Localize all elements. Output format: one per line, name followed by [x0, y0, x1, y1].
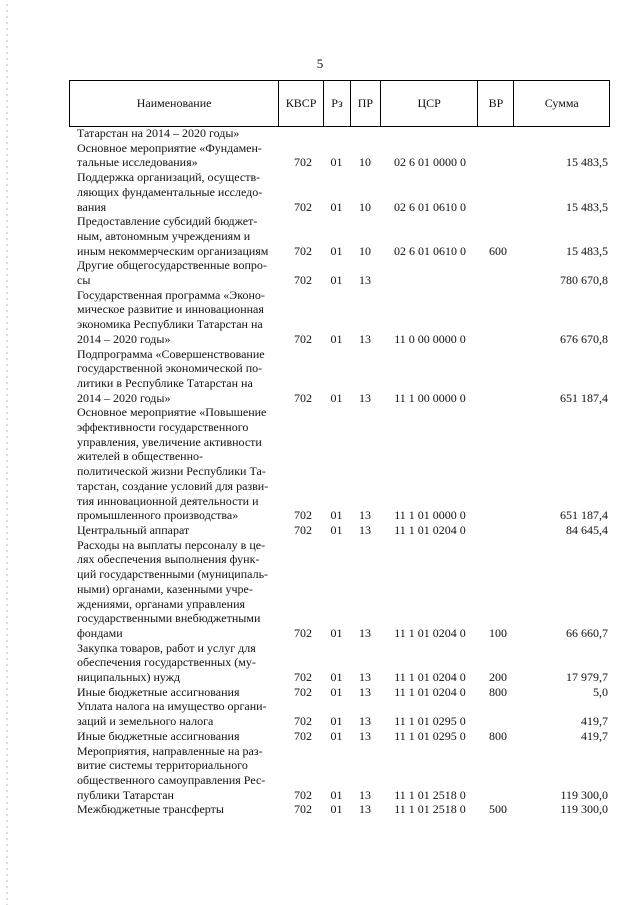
row-rz: 01	[330, 522, 343, 537]
row-pr: 13	[359, 787, 371, 802]
row-kvsr: 702	[294, 684, 312, 699]
row-kvsr: 702	[294, 787, 312, 802]
row-csr: 11 1 01 0295 0	[394, 728, 466, 743]
row-name	[69, 126, 283, 141]
row-name	[69, 538, 283, 641]
row-csr: 11 1 01 0295 0	[394, 714, 466, 729]
row-rz: 01	[330, 787, 343, 802]
row-sum: 15 483,5	[566, 155, 608, 170]
row-name	[69, 405, 283, 523]
row-sum: 676 670,8	[560, 331, 608, 346]
row-name-line: вания	[77, 199, 107, 214]
row-pr: 13	[359, 670, 371, 685]
row-vr: 100	[489, 625, 507, 640]
row-name	[69, 744, 283, 803]
table-header	[69, 80, 610, 127]
header-vr: ВР	[478, 81, 514, 126]
row-name-line: Государственная программа «Эконо-	[77, 287, 265, 302]
row-name	[69, 141, 283, 170]
row-name-line: Межбюджетные трансферты	[77, 802, 224, 817]
row-rz: 01	[330, 670, 343, 685]
table-row	[69, 538, 610, 641]
row-name-line: 2014 – 2020 годы»	[77, 331, 171, 346]
row-pr: 13	[359, 684, 371, 699]
row-name-line: тарстан, создание условий для разви-	[77, 478, 269, 493]
row-name-line: публики Татарстан	[77, 787, 174, 802]
row-name-line: государственными внебюджетными	[77, 611, 261, 626]
table-row	[69, 288, 610, 347]
row-name	[69, 641, 283, 685]
row-kvsr: 702	[294, 508, 312, 523]
row-sum: 651 187,4	[560, 390, 608, 405]
row-kvsr: 702	[294, 625, 312, 640]
row-name-line: эффективности государственного	[77, 420, 249, 435]
row-name-line: мическое развитие и инновационная	[77, 302, 264, 317]
row-name-line: жителей в общественно-	[77, 449, 203, 464]
row-rz: 01	[330, 331, 343, 346]
table-row	[69, 729, 610, 744]
row-sum: 119 300,0	[560, 787, 608, 802]
row-kvsr: 702	[294, 155, 312, 170]
row-csr: 11 1 01 2518 0	[394, 787, 466, 802]
row-rz: 01	[330, 243, 343, 258]
row-vr: 500	[489, 802, 507, 817]
table-row	[69, 641, 610, 685]
row-pr: 10	[359, 243, 371, 258]
row-kvsr: 702	[294, 199, 312, 214]
header-pr: ПР	[351, 81, 381, 126]
row-pr: 10	[359, 155, 371, 170]
row-name-line: Основное мероприятие «Фундамен-	[77, 140, 262, 155]
row-sum: 780 670,8	[560, 273, 608, 288]
row-kvsr: 702	[294, 714, 312, 729]
row-sum: 419,7	[581, 728, 608, 743]
row-name-line: сы	[77, 273, 91, 288]
margin-decoration	[6, 0, 8, 905]
row-name-line: лях обеспечения выполнения функ-	[77, 552, 260, 567]
row-csr: 11 1 01 0204 0	[394, 625, 466, 640]
row-kvsr: 702	[294, 670, 312, 685]
header-kvsr: КВСР	[279, 81, 324, 126]
row-name	[69, 699, 283, 728]
row-name-line: ными) органами, казенными учре-	[77, 581, 253, 596]
row-name-line: государственной экономической по-	[77, 361, 263, 376]
row-name-line: экономика Республики Татарстан на	[77, 317, 263, 332]
row-vr: 600	[489, 243, 507, 258]
row-vr: 800	[489, 728, 507, 743]
row-rz: 01	[330, 155, 343, 170]
row-name-line: Поддержка организаций, осуществ-	[77, 170, 261, 185]
row-sum: 5,0	[593, 684, 608, 699]
row-sum: 15 483,5	[566, 199, 608, 214]
table-row	[69, 802, 610, 817]
row-name-line: ным, автономным учреждениям и	[77, 228, 251, 243]
header-sum: Сумма	[544, 96, 579, 110]
row-rz: 01	[330, 802, 343, 817]
header-name: Наименование	[70, 81, 279, 126]
row-rz: 01	[330, 508, 343, 523]
table-row	[69, 170, 610, 214]
row-name-line: литики в Республике Татарстан на	[77, 375, 253, 390]
row-name-line: витие системы территориального	[77, 758, 248, 773]
row-kvsr: 702	[294, 273, 312, 288]
row-name-line: Центральный аппарат	[77, 522, 190, 537]
row-sum: 66 660,7	[566, 625, 608, 640]
row-name-line: Татарстан на 2014 – 2020 годы»	[77, 126, 240, 140]
row-rz: 01	[330, 714, 343, 729]
row-kvsr: 702	[294, 390, 312, 405]
row-name-line: управления, увеличение активности	[77, 434, 262, 449]
row-name-line: иным некоммерческим организациям	[77, 243, 269, 258]
row-sum: 17 979,7	[566, 670, 608, 685]
row-pr: 13	[359, 273, 371, 288]
row-name	[69, 523, 283, 538]
row-name-line: Иные бюджетные ассигнования	[77, 728, 240, 743]
row-name-line: Уплата налога на имущество органи-	[77, 699, 267, 714]
row-name-line: Другие общегосударственные вопро-	[77, 258, 267, 273]
row-pr: 13	[359, 625, 371, 640]
row-kvsr: 702	[294, 728, 312, 743]
row-name	[69, 729, 283, 744]
row-rz: 01	[330, 273, 343, 288]
row-sum: 119 300,0	[560, 802, 608, 817]
table-body	[69, 126, 610, 817]
row-name-line: политической жизни Республики Та-	[77, 464, 266, 479]
row-name-line: Закупка товаров, работ и услуг для	[77, 640, 256, 655]
row-kvsr: 702	[294, 331, 312, 346]
row-pr: 10	[359, 199, 371, 214]
table-row	[69, 347, 610, 406]
row-name-line: фондами	[77, 625, 123, 640]
header-rz: Рз	[324, 81, 351, 126]
row-rz: 01	[330, 728, 343, 743]
row-name-line: обеспечения государственных (му-	[77, 655, 256, 670]
row-rz: 01	[330, 390, 343, 405]
table-row	[69, 258, 610, 287]
row-name-line: Мероприятия, направленные на раз-	[77, 743, 263, 758]
row-name-line: промышленного производства»	[77, 508, 239, 523]
row-name-line: Иные бюджетные ассигнования	[77, 684, 240, 699]
row-csr: 11 1 01 0204 0	[394, 670, 466, 685]
row-name-line: Расходы на выплаты персоналу в це-	[77, 537, 266, 552]
table-row	[69, 126, 610, 141]
row-kvsr: 702	[294, 243, 312, 258]
row-sum: 419,7	[581, 714, 608, 729]
row-pr: 13	[359, 802, 371, 817]
table-row	[69, 141, 610, 170]
row-sum: 84 645,4	[566, 522, 608, 537]
row-name-line: Предоставление субсидий бюджет-	[77, 214, 258, 229]
row-name	[69, 258, 283, 287]
row-csr: 11 1 01 2518 0	[394, 802, 466, 817]
row-vr: 800	[489, 684, 507, 699]
row-name	[69, 685, 283, 700]
row-csr: 02 6 01 0610 0	[394, 243, 466, 258]
row-name-line: 2014 – 2020 годы»	[77, 390, 171, 405]
table-row	[69, 523, 610, 538]
row-name	[69, 347, 283, 406]
page-number: 5	[316, 56, 324, 71]
row-csr: 11 1 01 0000 0	[394, 508, 466, 523]
row-vr: 200	[489, 670, 507, 685]
row-pr: 13	[359, 522, 371, 537]
row-rz: 01	[330, 684, 343, 699]
row-name	[69, 288, 283, 347]
row-name	[69, 802, 283, 817]
row-pr: 13	[359, 390, 371, 405]
row-name	[69, 214, 283, 258]
row-name-line: ждениями, органами управления	[77, 596, 246, 611]
header-csr: ЦСР	[381, 81, 479, 126]
row-kvsr: 702	[294, 802, 312, 817]
row-name-line: Основное мероприятие «Повышение	[77, 405, 267, 420]
row-name-line: ляющих фундаментальные исследо-	[77, 184, 263, 199]
table-row	[69, 699, 610, 728]
row-name-line: ций государственными (муниципаль-	[77, 567, 269, 582]
row-name-line: ниципальных) нужд	[77, 670, 181, 685]
row-pr: 13	[359, 728, 371, 743]
row-csr: 02 6 01 0000 0	[394, 155, 466, 170]
table-row	[69, 214, 610, 258]
row-pr: 13	[359, 508, 371, 523]
row-name-line: заций и земельного налога	[77, 714, 214, 729]
table-row	[69, 685, 610, 700]
row-sum: 651 187,4	[560, 508, 608, 523]
row-csr: 02 6 01 0610 0	[394, 199, 466, 214]
row-rz: 01	[330, 199, 343, 214]
table-row	[69, 744, 610, 803]
row-pr: 13	[359, 714, 371, 729]
row-name-line: общественного самоуправления Рес-	[77, 772, 266, 787]
row-kvsr: 702	[294, 522, 312, 537]
row-rz: 01	[330, 625, 343, 640]
row-csr: 11 1 00 0000 0	[394, 390, 466, 405]
row-sum: 15 483,5	[566, 243, 608, 258]
row-name-line: Подпрограмма «Совершенствование	[77, 346, 265, 361]
table-row	[69, 405, 610, 523]
row-name-line: тия инновационной деятельности и	[77, 493, 259, 508]
row-name-line: тальные исследования»	[77, 155, 198, 170]
row-csr: 11 1 01 0204 0	[394, 684, 466, 699]
row-name	[69, 170, 283, 214]
row-pr: 13	[359, 331, 371, 346]
row-csr: 11 1 01 0204 0	[394, 522, 466, 537]
row-csr: 11 0 00 0000 0	[394, 331, 466, 346]
